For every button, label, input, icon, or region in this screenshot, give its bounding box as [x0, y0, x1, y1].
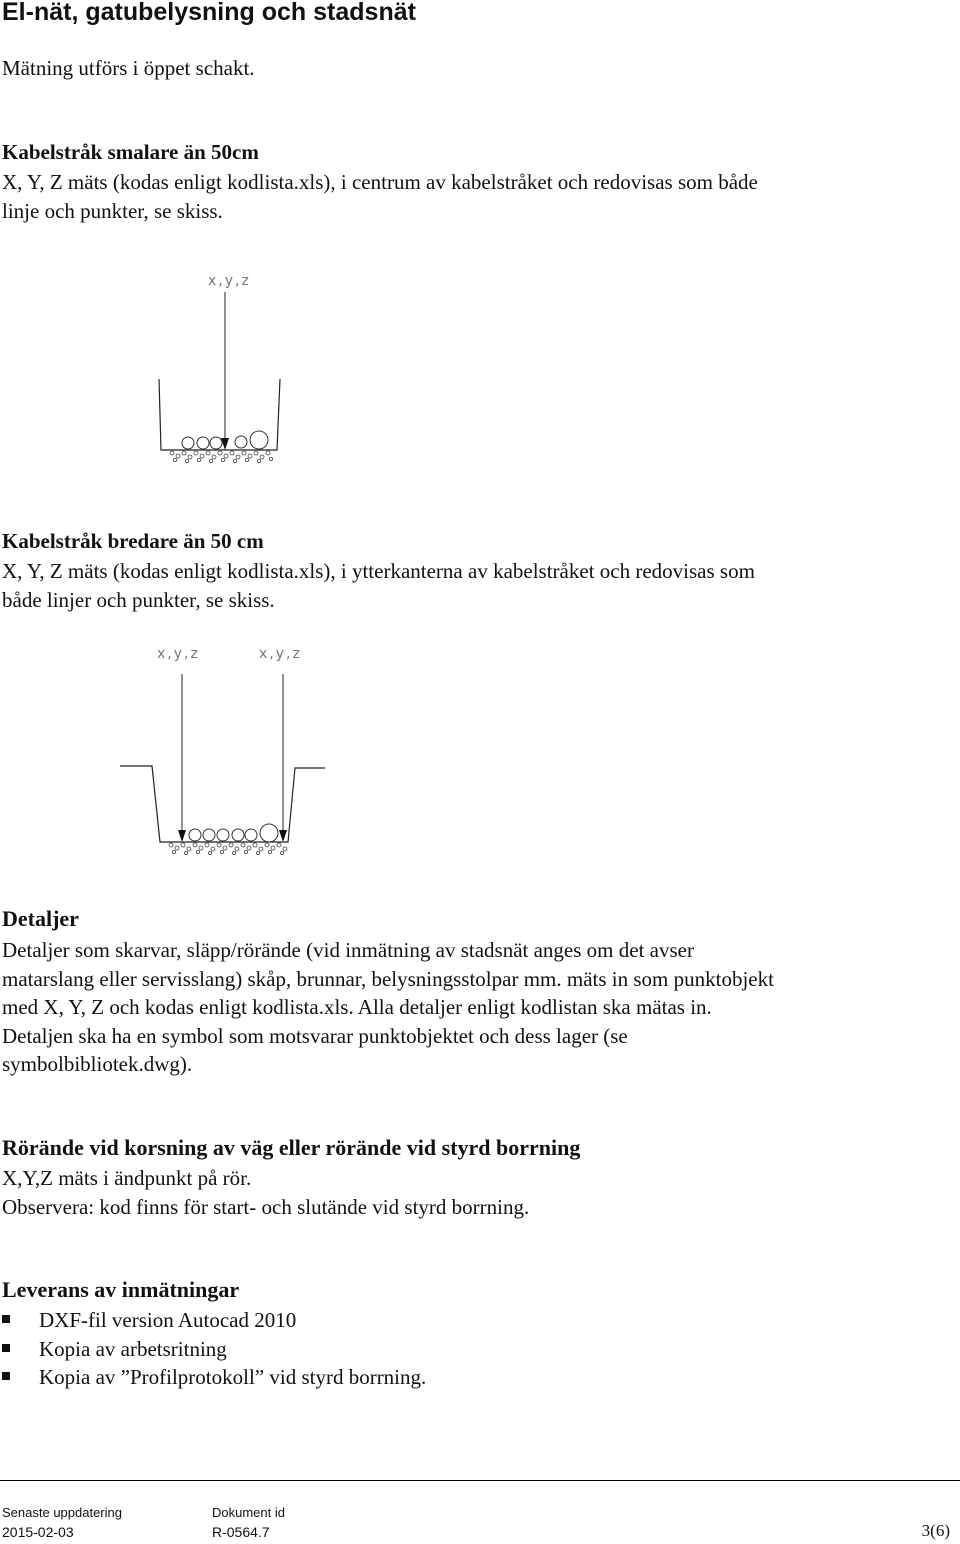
list-item — [2, 1363, 426, 1392]
sketch-label-xyz-right: x,y,z — [259, 646, 302, 662]
measure-arrow-head-left — [178, 830, 186, 842]
text-line: matarslang eller servisslang) skåp, brunnar, belysningsstolpar mm. mäts in som punktobjekt — [2, 966, 774, 991]
intro-text: Mätning utförs i öppet schakt. — [2, 56, 255, 80]
sketch-narrow-trench — [150, 262, 290, 467]
footer-updated-value: 2015-02-03 — [2, 1524, 74, 1540]
heading-delivery: Leverans av inmätningar — [2, 1277, 240, 1302]
trench-outline — [120, 766, 325, 842]
text-line: både linjer och punkter, se skiss. — [2, 587, 275, 612]
footer-updated-label: Senaste uppdatering — [2, 1505, 122, 1520]
heading-details: Detaljer — [2, 906, 79, 931]
text-line: linje och punkter, se skiss. — [2, 198, 223, 223]
text-line: med X, Y, Z och kodas enligt kodlista.xls. Alla detaljer enligt kodlistan ska mätas in. — [2, 995, 712, 1019]
bullet-square-icon — [2, 1344, 10, 1352]
page-number: 3(6) — [921, 1521, 950, 1540]
wide-cable-route-text — [2, 557, 755, 614]
footer-divider — [0, 1480, 960, 1481]
text-line: Observera: kod finns för start- och slutände vid styrd borrning. — [2, 1194, 530, 1219]
details-text — [2, 936, 774, 1079]
footer-doc-label: Dokument id — [212, 1505, 285, 1520]
narrow-cable-route-text — [2, 168, 758, 225]
gravel-bed — [170, 451, 273, 463]
list-item — [2, 1306, 426, 1335]
text-line: X, Y, Z mäts (kodas enligt kodlista.xls), i centrum av kabelstråket och redovisas som både — [2, 170, 758, 194]
list-item-text: DXF-fil version Autocad 2010 — [39, 1308, 297, 1332]
cable-circles — [189, 824, 278, 842]
text-line: Detaljer som skarvar, släpp/rörände (vid inmätning av stadsnät anges om det avser — [2, 938, 694, 962]
footer-doc-value: R-0564.7 — [212, 1524, 270, 1540]
pipe-end-text — [2, 1164, 529, 1221]
delivery-list — [2, 1306, 426, 1392]
heading-wide-cable-route: Kabelstråk bredare än 50 cm — [2, 529, 264, 553]
list-item-text: Kopia av ”Profilprotokoll” vid styrd borrning. — [39, 1365, 427, 1389]
page-title: El-nät, gatubelysning och stadsnät — [2, 0, 416, 26]
heading-pipe-end: Rörände vid korsning av väg eller rörände vid styrd borrning — [2, 1135, 581, 1160]
text-line: symbolbibliotek.dwg). — [2, 1052, 193, 1076]
gravel-bed — [169, 843, 287, 855]
text-line: Detaljen ska ha en symbol som motsvarar punktobjektet och dess lager (se — [2, 1023, 628, 1048]
heading-narrow-cable-route: Kabelstråk smalare än 50cm — [2, 140, 259, 164]
list-item — [2, 1335, 426, 1364]
list-item-text: Kopia av arbetsritning — [39, 1336, 227, 1361]
sketch-wide-trench — [115, 636, 335, 861]
text-line: X, Y, Z mäts (kodas enligt kodlista.xls), i ytterkanterna av kabelstråket och redovisas som — [2, 559, 755, 583]
trench-outline — [159, 379, 280, 450]
bullet-square-icon — [2, 1315, 10, 1323]
sketch-label-xyz-left: x,y,z — [157, 646, 200, 662]
bullet-square-icon — [2, 1372, 10, 1380]
text-line: X,Y,Z mäts i ändpunkt på rör. — [2, 1166, 252, 1190]
measure-arrow-head-right — [279, 830, 287, 842]
sketch-label-xyz: x,y,z — [208, 273, 251, 289]
